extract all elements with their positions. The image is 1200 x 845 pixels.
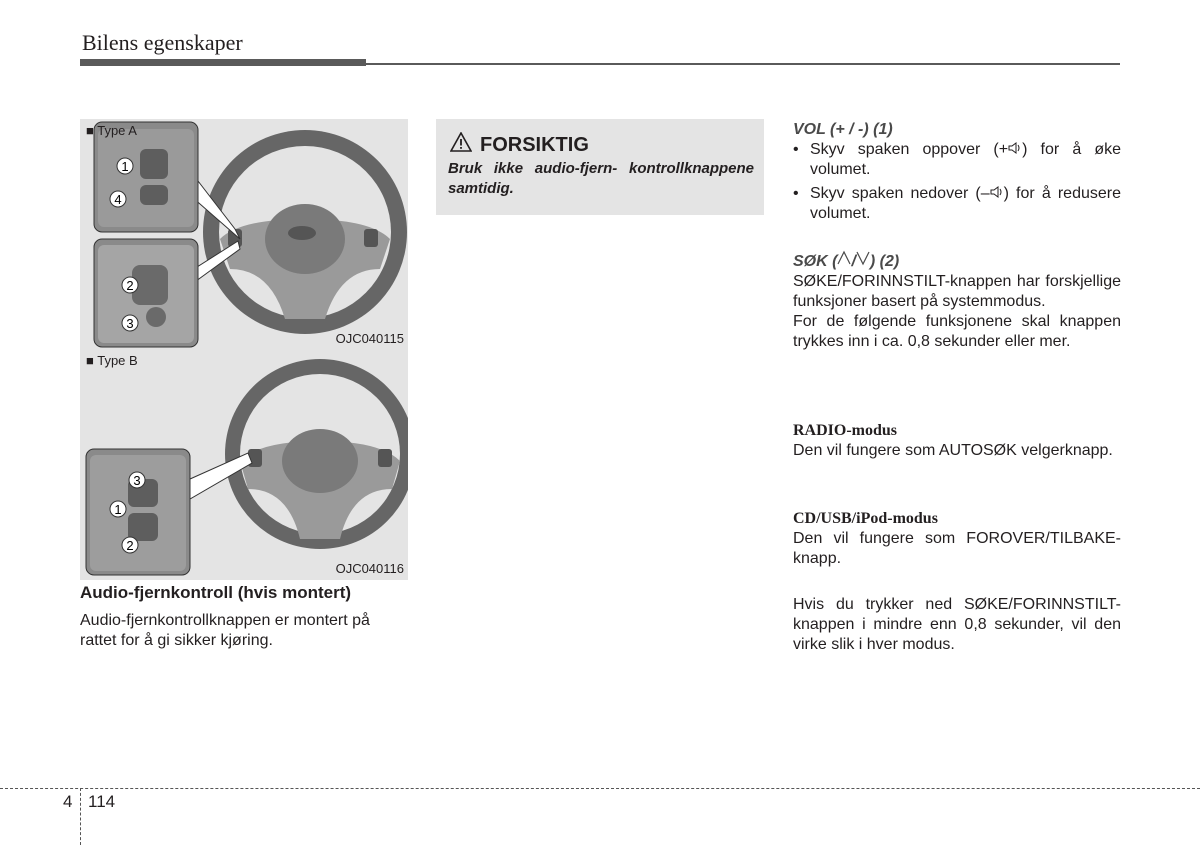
callout-2-a: 2	[126, 278, 134, 293]
warning-triangle-icon	[450, 132, 472, 152]
section-body: Audio-fjernkontrollknappen er montert på rattet for å gi sikker kjøring.	[80, 612, 370, 649]
speaker-icon	[1008, 142, 1022, 154]
bullet-dot-icon: •	[793, 141, 799, 158]
figure-a-code: OJC040115	[335, 331, 404, 346]
steering-wheel-illustration-a	[80, 119, 408, 350]
page-header-title: Bilens egenskaper	[82, 30, 243, 55]
caution-text: Bruk ikke audio-fjern- kontrollknappene samtidig.	[448, 160, 754, 197]
vol-bullet-up-pre: Skyv spaken oppover (+	[810, 141, 1009, 158]
airbag-hub	[282, 429, 358, 493]
vol-bullet-down	[793, 184, 1121, 224]
callout-1-a: 1	[121, 159, 129, 174]
chevron-down-icon	[856, 250, 870, 266]
section-title: Audio-fjernkontroll (hvis montert)	[80, 583, 352, 602]
footer-divider	[0, 788, 1200, 789]
callout-3-b: 3	[133, 473, 141, 488]
seek-paragraph-2: For de følgende funksjonene skal knappen trykkes inn i ca. 0,8 sekunder eller mer.	[793, 313, 1121, 350]
footer-vertical-divider	[80, 788, 81, 845]
vol-bullet-down-pre: Skyv spaken nedover (–	[810, 185, 990, 202]
callout-4-a: 4	[114, 192, 122, 207]
radio-text: Den vil fungere som AUTOSØK velgerknapp.	[793, 442, 1113, 459]
callout-1-b: 1	[114, 502, 122, 517]
caution-box	[436, 119, 764, 215]
cd-section	[793, 509, 1121, 569]
figure-a-label: ■ Type A	[86, 123, 137, 138]
callout-3-a: 3	[126, 316, 134, 331]
callout-2-b: 2	[126, 538, 134, 553]
vol-section	[793, 120, 1121, 224]
seek-paragraph-1: SØKE/FORINNSTILT-knappen har forskjellige funksjoner basert på systemmodus.	[793, 273, 1121, 310]
radio-heading: RADIO-modus	[793, 422, 898, 439]
steering-wheel-illustration-b	[80, 349, 408, 580]
figure-b-label: ■ Type B	[86, 353, 138, 368]
seek-section	[793, 250, 1121, 352]
vol-bullet-up	[793, 140, 1121, 180]
cd-heading: CD/USB/iPod-modus	[793, 510, 938, 527]
figure-type-a	[80, 119, 408, 350]
chevron-up-icon	[837, 250, 851, 266]
seek-heading-slash: /	[851, 253, 856, 270]
bullet-dot-icon: •	[793, 185, 799, 202]
figure-b-code: OJC040116	[335, 561, 404, 576]
vol-bullet-down-post: ) for å redusere volumet.	[810, 185, 1121, 222]
figure-type-b	[80, 349, 408, 580]
page-number: 114	[88, 792, 116, 811]
vol-bullet-up-post: ) for å øke volumet.	[810, 141, 1122, 178]
short-press-paragraph: Hvis du trykker ned SØKE/FORINNSTILT-knappen i mindre enn 0,8 sekunder, vil den virke slik i hver modus.	[793, 596, 1121, 653]
seek-heading-pre: SØK (	[793, 253, 838, 270]
header-rule	[366, 63, 1120, 65]
seek-heading-post: ) (2)	[869, 253, 900, 270]
seek-heading	[793, 250, 1121, 272]
header-bar	[80, 59, 366, 66]
cd-text: Den vil fungere som FOROVER/TILBAKE-knapp.	[793, 530, 1121, 567]
chapter-number: 4	[63, 792, 73, 811]
vol-heading: VOL (+ / -) (1)	[793, 121, 893, 138]
speaker-icon	[990, 186, 1004, 198]
caution-title: FORSIKTIG	[480, 134, 589, 156]
radio-section	[793, 421, 1121, 461]
